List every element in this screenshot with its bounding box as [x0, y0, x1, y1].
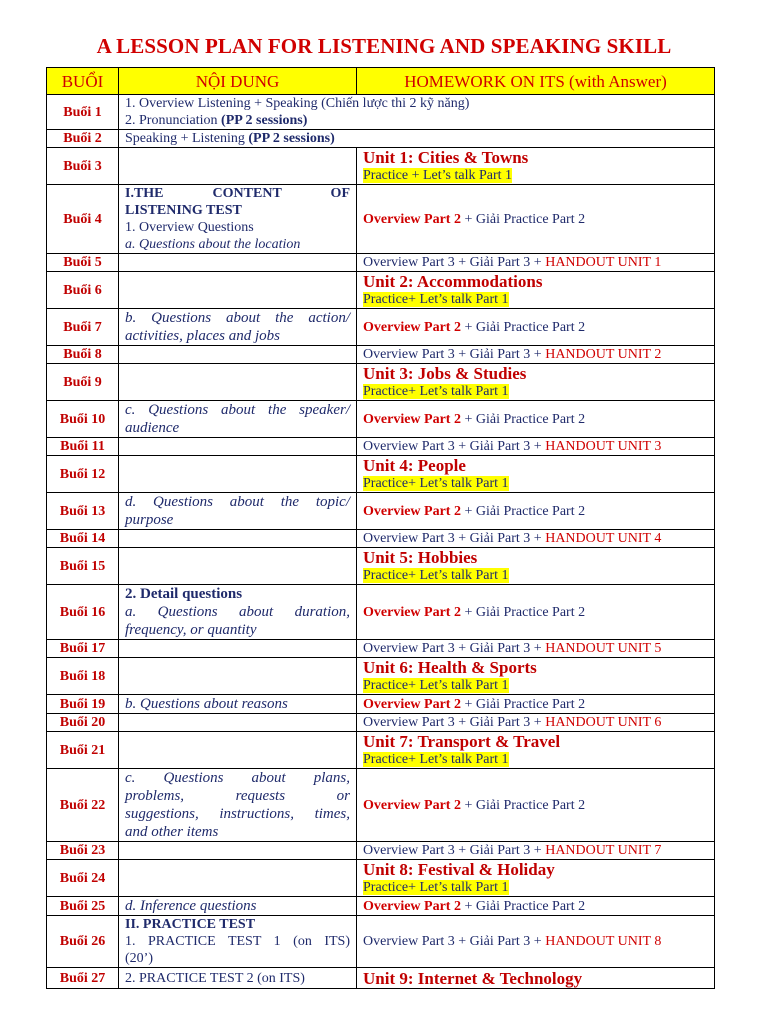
day-cell: Buổi 2	[47, 130, 119, 148]
day-cell: Buổi 21	[47, 732, 119, 769]
handout-label: HANDOUT UNIT 6	[545, 715, 662, 730]
homework-cell	[357, 842, 715, 860]
day-cell: Buổi 15	[47, 548, 119, 585]
homework-text: Overview Part 3 + Giải Part 3 +	[363, 843, 546, 858]
unit-title: Unit 6: Health & Sports	[363, 658, 537, 677]
table-row	[47, 695, 715, 714]
homework-cell	[357, 272, 715, 309]
content-cell: b. Questions about reasons	[119, 695, 357, 714]
content-cell	[119, 530, 357, 548]
overview-label: Overview Part 2	[363, 411, 461, 427]
homework-text: Overview Part 3 + Giải Part 3 +	[363, 641, 546, 656]
content-cell	[119, 438, 357, 456]
overview-label: Overview Part 2	[363, 319, 461, 335]
unit-title: Unit 7: Transport & Travel	[363, 732, 561, 751]
homework-cell	[357, 185, 715, 254]
content-line: (20’)	[125, 951, 153, 966]
unit-title: Unit 3: Jobs & Studies	[363, 364, 527, 383]
day-cell: Buổi 20	[47, 714, 119, 732]
content-cell	[119, 860, 357, 897]
day-cell: Buổi 3	[47, 148, 119, 185]
content-cell	[119, 714, 357, 732]
header-homework: HOMEWORK ON ITS (with Answer)	[357, 68, 715, 95]
content-cell	[119, 769, 357, 842]
section-heading: I.THE CONTENT OF	[125, 186, 350, 201]
homework-text: + Giải Practice Part 2	[460, 898, 586, 914]
header-noi-dung: NỘI DUNG	[119, 68, 357, 95]
content-cell	[119, 254, 357, 272]
homework-cell	[357, 364, 715, 401]
content-line: purpose	[125, 512, 174, 528]
day-cell: Buổi 16	[47, 585, 119, 640]
content-line: c. Questions about plans,	[125, 770, 350, 786]
content-text: Speaking + Listening	[125, 131, 249, 146]
day-cell: Buổi 25	[47, 897, 119, 916]
content-line: problems, requests or	[125, 788, 350, 804]
content-line: suggestions, instructions, times,	[125, 806, 350, 822]
content-cell	[119, 456, 357, 493]
practice-highlight: Practice+ Let’s talk Part 1	[363, 880, 509, 895]
table-row	[47, 493, 715, 530]
day-cell: Buổi 7	[47, 309, 119, 346]
table-row	[47, 769, 715, 842]
homework-cell	[357, 548, 715, 585]
content-line	[125, 112, 708, 129]
content-line: audience	[125, 420, 180, 436]
table-row	[47, 272, 715, 309]
homework-cell	[357, 695, 715, 714]
table-row	[47, 897, 715, 916]
homework-cell	[357, 897, 715, 916]
day-cell: Buổi 24	[47, 860, 119, 897]
table-row	[47, 185, 715, 254]
table-row	[47, 530, 715, 548]
table-row	[47, 130, 715, 148]
content-cell: 2. PRACTICE TEST 2 (on ITS)	[119, 968, 357, 989]
content-cell	[119, 148, 357, 185]
table-row	[47, 548, 715, 585]
content-cell	[119, 585, 357, 640]
content-line: c. Questions about the speaker/	[125, 402, 350, 418]
section-heading: LISTENING TEST	[125, 203, 242, 218]
content-cell	[119, 130, 715, 148]
day-cell: Buổi 11	[47, 438, 119, 456]
content-line: a. Questions about the location	[125, 237, 301, 252]
homework-cell	[357, 254, 715, 272]
day-cell: Buổi 17	[47, 640, 119, 658]
content-line: 1. Overview Listening + Speaking (Chiến lược thi 2 kỹ năng)	[125, 96, 470, 111]
unit-title: Unit 1: Cities & Towns	[363, 148, 529, 167]
practice-highlight: Practice+ Let’s talk Part 1	[363, 292, 509, 307]
handout-label: HANDOUT UNIT 4	[545, 531, 662, 546]
homework-text: + Giải Practice Part 2	[460, 411, 586, 427]
table-row	[47, 346, 715, 364]
content-cell	[119, 309, 357, 346]
table-row	[47, 968, 715, 989]
lesson-plan-table	[46, 67, 715, 989]
overview-label: Overview Part 2	[363, 604, 461, 620]
section-heading: 2. Detail questions	[125, 586, 243, 602]
content-cell	[119, 658, 357, 695]
homework-text: + Giải Practice Part 2	[460, 797, 586, 813]
homework-text: + Giải Practice Part 2	[460, 319, 586, 335]
header-buoi: BUỔI	[47, 68, 119, 95]
day-cell: Buổi 12	[47, 456, 119, 493]
content-cell	[119, 842, 357, 860]
content-cell	[119, 185, 357, 254]
homework-cell	[357, 493, 715, 530]
practice-highlight: Practice+ Let’s talk Part 1	[363, 678, 509, 693]
homework-cell	[357, 640, 715, 658]
homework-text: + Giải Practice Part 2	[460, 696, 586, 712]
unit-title: Unit 5: Hobbies	[363, 548, 478, 567]
overview-label: Overview Part 2	[363, 211, 461, 227]
overview-label: Overview Part 2	[363, 898, 461, 914]
content-bold: (PP 2 sessions)	[248, 131, 335, 146]
practice-highlight: Practice + Let’s talk Part 1	[363, 168, 513, 183]
overview-label: Overview Part 2	[363, 797, 461, 813]
day-cell: Buổi 19	[47, 695, 119, 714]
content-cell	[119, 364, 357, 401]
homework-cell	[357, 916, 715, 968]
handout-label: HANDOUT UNIT 2	[545, 347, 662, 362]
homework-text: Overview Part 3 + Giải Part 3 +	[363, 531, 546, 546]
table-row	[47, 254, 715, 272]
content-bold: (PP 2 sessions)	[221, 113, 308, 128]
unit-title: Unit 9: Internet & Technology	[363, 968, 583, 988]
handout-label: HANDOUT UNIT 3	[545, 439, 662, 454]
day-cell: Buổi 5	[47, 254, 119, 272]
table-row	[47, 364, 715, 401]
content-line: 1. PRACTICE TEST 1 (on ITS)	[125, 934, 350, 949]
content-cell: d. Inference questions	[119, 897, 357, 916]
homework-cell	[357, 401, 715, 438]
day-cell: Buổi 23	[47, 842, 119, 860]
homework-cell	[357, 860, 715, 897]
handout-label: HANDOUT UNIT 8	[545, 934, 662, 949]
day-cell: Buổi 14	[47, 530, 119, 548]
section-heading: II. PRACTICE TEST	[125, 917, 256, 932]
homework-cell	[357, 530, 715, 548]
day-cell: Buổi 13	[47, 493, 119, 530]
handout-label: HANDOUT UNIT 5	[545, 641, 662, 656]
unit-title: Unit 2: Accommodations	[363, 272, 543, 291]
homework-cell	[357, 456, 715, 493]
day-cell: Buổi 1	[47, 95, 119, 130]
homework-cell	[357, 148, 715, 185]
table-row	[47, 732, 715, 769]
table-row	[47, 309, 715, 346]
content-cell	[119, 401, 357, 438]
homework-cell	[357, 714, 715, 732]
day-cell: Buổi 9	[47, 364, 119, 401]
content-line: frequency, or quantity	[125, 622, 257, 638]
day-cell: Buổi 6	[47, 272, 119, 309]
content-line: and other items	[125, 824, 219, 840]
homework-text: Overview Part 3 + Giải Part 3 +	[363, 934, 546, 949]
homework-cell	[357, 968, 715, 989]
homework-cell	[357, 658, 715, 695]
table-row	[47, 401, 715, 438]
homework-cell	[357, 309, 715, 346]
practice-highlight: Practice+ Let’s talk Part 1	[363, 476, 509, 491]
practice-highlight: Practice+ Let’s talk Part 1	[363, 384, 509, 399]
day-cell: Buổi 8	[47, 346, 119, 364]
content-cell	[119, 493, 357, 530]
content-cell	[119, 95, 715, 130]
content-cell	[119, 346, 357, 364]
day-cell: Buổi 4	[47, 185, 119, 254]
homework-text: + Giải Practice Part 2	[460, 604, 586, 620]
homework-cell	[357, 585, 715, 640]
day-cell: Buổi 27	[47, 968, 119, 989]
content-cell	[119, 732, 357, 769]
table-row	[47, 860, 715, 897]
homework-text: Overview Part 3 + Giải Part 3 +	[363, 439, 546, 454]
table-row	[47, 585, 715, 640]
handout-label: HANDOUT UNIT 1	[545, 255, 662, 270]
practice-highlight: Practice+ Let’s talk Part 1	[363, 568, 509, 583]
table-row	[47, 148, 715, 185]
table-row	[47, 658, 715, 695]
practice-highlight: Practice+ Let’s talk Part 1	[363, 752, 509, 767]
table-row	[47, 95, 715, 130]
homework-text: + Giải Practice Part 2	[460, 503, 586, 519]
table-row	[47, 714, 715, 732]
content-line: a. Questions about duration,	[125, 604, 350, 620]
content-cell	[119, 916, 357, 968]
table-row	[47, 842, 715, 860]
homework-text: Overview Part 3 + Giải Part 3 +	[363, 347, 546, 362]
page-title: A LESSON PLAN FOR LISTENING AND SPEAKING SKILL	[96, 34, 672, 58]
homework-cell	[357, 732, 715, 769]
day-cell: Buổi 26	[47, 916, 119, 968]
unit-title: Unit 4: People	[363, 456, 466, 475]
table-row	[47, 916, 715, 968]
homework-text: Overview Part 3 + Giải Part 3 +	[363, 715, 546, 730]
table-header-row	[47, 68, 715, 95]
content-line: d. Questions about the topic/	[125, 494, 350, 510]
homework-cell	[357, 438, 715, 456]
content-text: 2. Pronunciation	[125, 113, 222, 128]
table-row	[47, 640, 715, 658]
day-cell: Buổi 10	[47, 401, 119, 438]
day-cell: Buổi 18	[47, 658, 119, 695]
content-cell	[119, 548, 357, 585]
homework-text: + Giải Practice Part 2	[460, 211, 586, 227]
unit-title: Unit 8: Festival & Holiday	[363, 860, 555, 879]
handout-label: HANDOUT UNIT 7	[545, 843, 662, 858]
homework-cell	[357, 346, 715, 364]
homework-cell	[357, 769, 715, 842]
content-cell	[119, 640, 357, 658]
homework-text: Overview Part 3 + Giải Part 3 +	[363, 255, 546, 270]
overview-label: Overview Part 2	[363, 503, 461, 519]
table-row	[47, 456, 715, 493]
overview-label: Overview Part 2	[363, 696, 461, 712]
content-line: activities, places and jobs	[125, 328, 280, 344]
content-cell	[119, 272, 357, 309]
day-cell: Buổi 22	[47, 769, 119, 842]
content-line: 1. Overview Questions	[125, 220, 254, 235]
table-row	[47, 438, 715, 456]
content-line: b. Questions about the action/	[125, 310, 350, 326]
